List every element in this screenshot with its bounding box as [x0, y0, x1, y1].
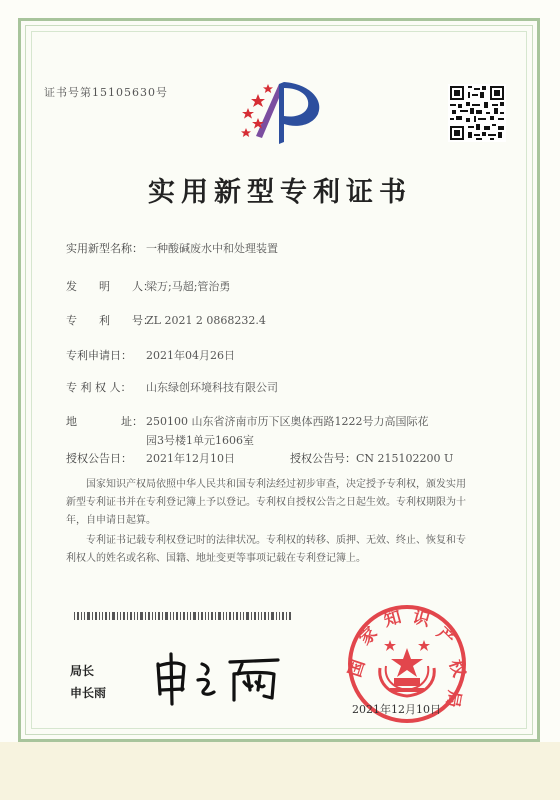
- svg-text:产: 产: [432, 623, 459, 650]
- field-label: 实用新型名称：: [66, 242, 143, 255]
- qr-code-icon: [448, 84, 506, 142]
- paragraph-line: 利权人的姓名或名称、国籍、地址变更等事项记载在专利登记簿上。: [66, 553, 366, 564]
- field-filing-date: [66, 347, 235, 363]
- field-utility-model-name: [66, 240, 278, 256]
- barcode-icon: [74, 612, 292, 620]
- patent-office-logo-icon: [236, 78, 326, 150]
- field-value: 山东绿创环境科技有限公司: [146, 381, 278, 394]
- svg-text:局: 局: [441, 688, 465, 709]
- field-value: 梁万;马超;管治勇: [146, 280, 231, 293]
- officer-name: 申长雨: [70, 686, 107, 700]
- field-grant-date: [66, 450, 235, 466]
- field-value: 一种酸碱废水中和处理装置: [146, 242, 278, 255]
- paragraph-line: 年，自申请日起算。: [66, 515, 156, 526]
- field-label: 授权公告日：: [66, 452, 132, 465]
- svg-text:知: 知: [381, 607, 404, 632]
- field-label: 地 址：: [66, 415, 143, 428]
- field-value: ZL 2021 2 0868232.4: [146, 314, 266, 327]
- paragraph-line: 国家知识产权局依照中华人民共和国专利法经过初步审查，决定授予专利权，颁发实用: [86, 479, 466, 490]
- field-address-line2: 园3号楼1单元1606室: [146, 434, 254, 447]
- field-inventor: [66, 278, 230, 294]
- field-patentee: [66, 379, 278, 395]
- legal-paragraph-1: [66, 476, 516, 530]
- officer-title: 局长: [70, 664, 95, 678]
- field-label: 专 利 权 人：: [66, 381, 132, 394]
- field-label: 发 明 人：: [66, 280, 154, 293]
- paragraph-line: 专利证书记载专利权登记时的法律状况。专利权的转移、质押、无效、终止、恢复和专: [86, 535, 466, 546]
- field-value: 2021年12月10日: [146, 452, 235, 465]
- svg-text:权: 权: [444, 657, 469, 680]
- field-label: 授权公告号：: [290, 452, 356, 465]
- field-value: 2021年04月26日: [146, 349, 235, 362]
- field-patent-number: [66, 312, 266, 328]
- certificate-title: 实用新型专利证书: [148, 177, 412, 208]
- paragraph-line: 新型专利证书并在专利登记簿上予以登记。专利权自授权公告之日起生效。专利权期限为十: [66, 497, 466, 508]
- svg-text:国: 国: [345, 657, 370, 680]
- svg-text:家: 家: [355, 623, 382, 650]
- seal-date: 2021年12月10日: [352, 703, 441, 716]
- field-value: CN 215102200 U: [356, 452, 454, 465]
- svg-text:识: 识: [410, 607, 433, 632]
- field-value: 250100 山东省济南市历下区奥体西路1222号力高国际花: [146, 415, 429, 428]
- page-bottom-band: [0, 742, 560, 800]
- field-address: [66, 413, 428, 429]
- signature-image: [150, 650, 290, 706]
- legal-paragraph-2: [66, 532, 516, 568]
- field-label: 专 利 号：: [66, 314, 154, 327]
- field-grant-number: [290, 450, 453, 466]
- field-label: 专利申请日：: [66, 349, 132, 362]
- certificate-number: 证书号第15105630号: [44, 86, 168, 99]
